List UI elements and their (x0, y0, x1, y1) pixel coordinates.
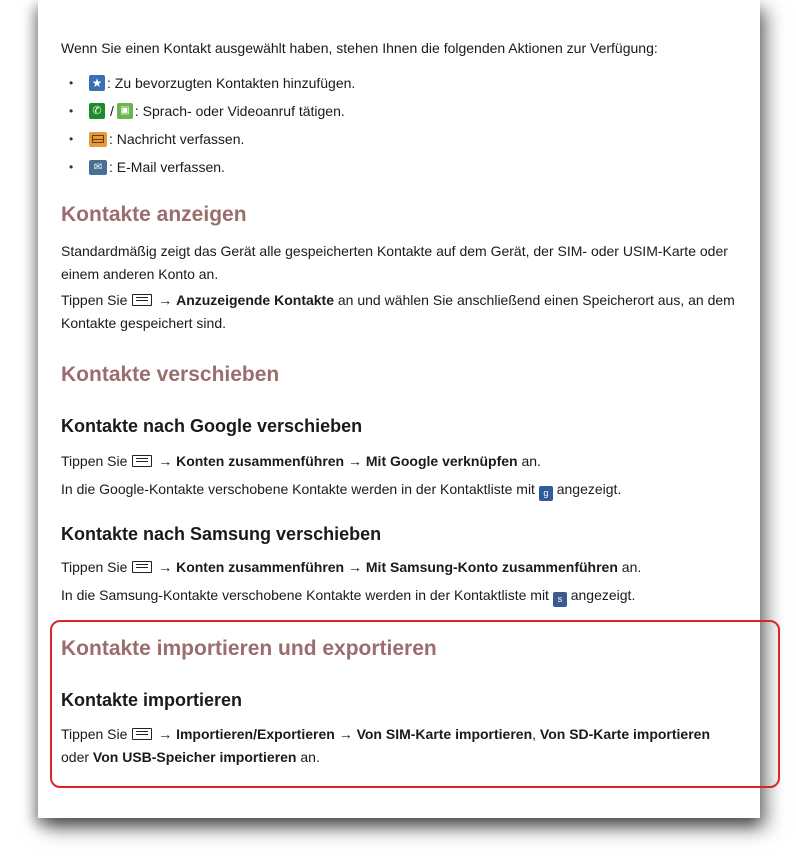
menu-icon (132, 455, 152, 467)
paragraph: Tippen Sie → Importieren/Exportieren → Von SIM-Karte importieren, Von SD-Karte importieren oder Von USB-Speicher importieren an. (61, 726, 711, 765)
intro-text: Wenn Sie einen Kontakt ausgewählt haben, stehen Ihnen die folgenden Aktionen zur Verfügung: (61, 40, 658, 56)
paragraph: In die Samsung-Kontakte verschobene Kontakte werden in der Kontaktliste mit s angezeigt. (61, 584, 635, 607)
action-list (61, 69, 355, 181)
subsection-heading: Kontakte nach Samsung verschieben (61, 524, 382, 544)
list-item: • : Nachricht verfassen. (69, 131, 245, 147)
menu-icon (132, 561, 152, 573)
paragraph: Tippen Sie → Anzuzeigende Kontakte an und wählen Sie anschließend einen Speicherort aus, an dem Kontakte gespeichert sind. (61, 292, 735, 331)
message-icon (89, 132, 107, 147)
samsung-account-icon: s (553, 592, 567, 607)
subsection-heading: Kontakte nach Google verschieben (61, 416, 363, 436)
list-item: • ✉ : E-Mail verfassen. (69, 159, 225, 175)
subsection-heading: Kontakte importieren (61, 690, 243, 710)
section-heading: Kontakte anzeigen (61, 203, 247, 226)
list-item: • ★ : Zu bevorzugten Kontakten hinzufügen. (69, 75, 356, 91)
google-account-icon: g (539, 486, 553, 501)
section-heading: Kontakte importieren und exportieren (61, 637, 437, 660)
document-page (38, 0, 760, 818)
paragraph: Tippen Sie → Konten zusammenführen → Mit Samsung-Konto zusammenführen an. (61, 559, 642, 575)
video-call-icon: ▣ (117, 103, 133, 119)
paragraph: Tippen Sie → Konten zusammenführen → Mit Google verknüpfen an. (61, 453, 541, 469)
star-icon: ★ (89, 75, 105, 91)
section-heading: Kontakte verschieben (61, 363, 280, 386)
menu-icon (132, 294, 152, 306)
paragraph: In die Google-Kontakte verschobene Kontakte werden in der Kontaktliste mit g angezeigt. (61, 478, 621, 501)
list-item: • ✆ / ▣ : Sprach- oder Videoanruf tätigen. (69, 103, 345, 119)
email-icon: ✉ (89, 160, 107, 175)
phone-icon: ✆ (89, 103, 105, 119)
paragraph: Standardmäßig zeigt das Gerät alle gespeicherten Kontakte auf dem Gerät, der SIM- oder USIM-Karte oder einem anderen Konto an. (61, 243, 728, 282)
highlight-box (50, 620, 780, 788)
